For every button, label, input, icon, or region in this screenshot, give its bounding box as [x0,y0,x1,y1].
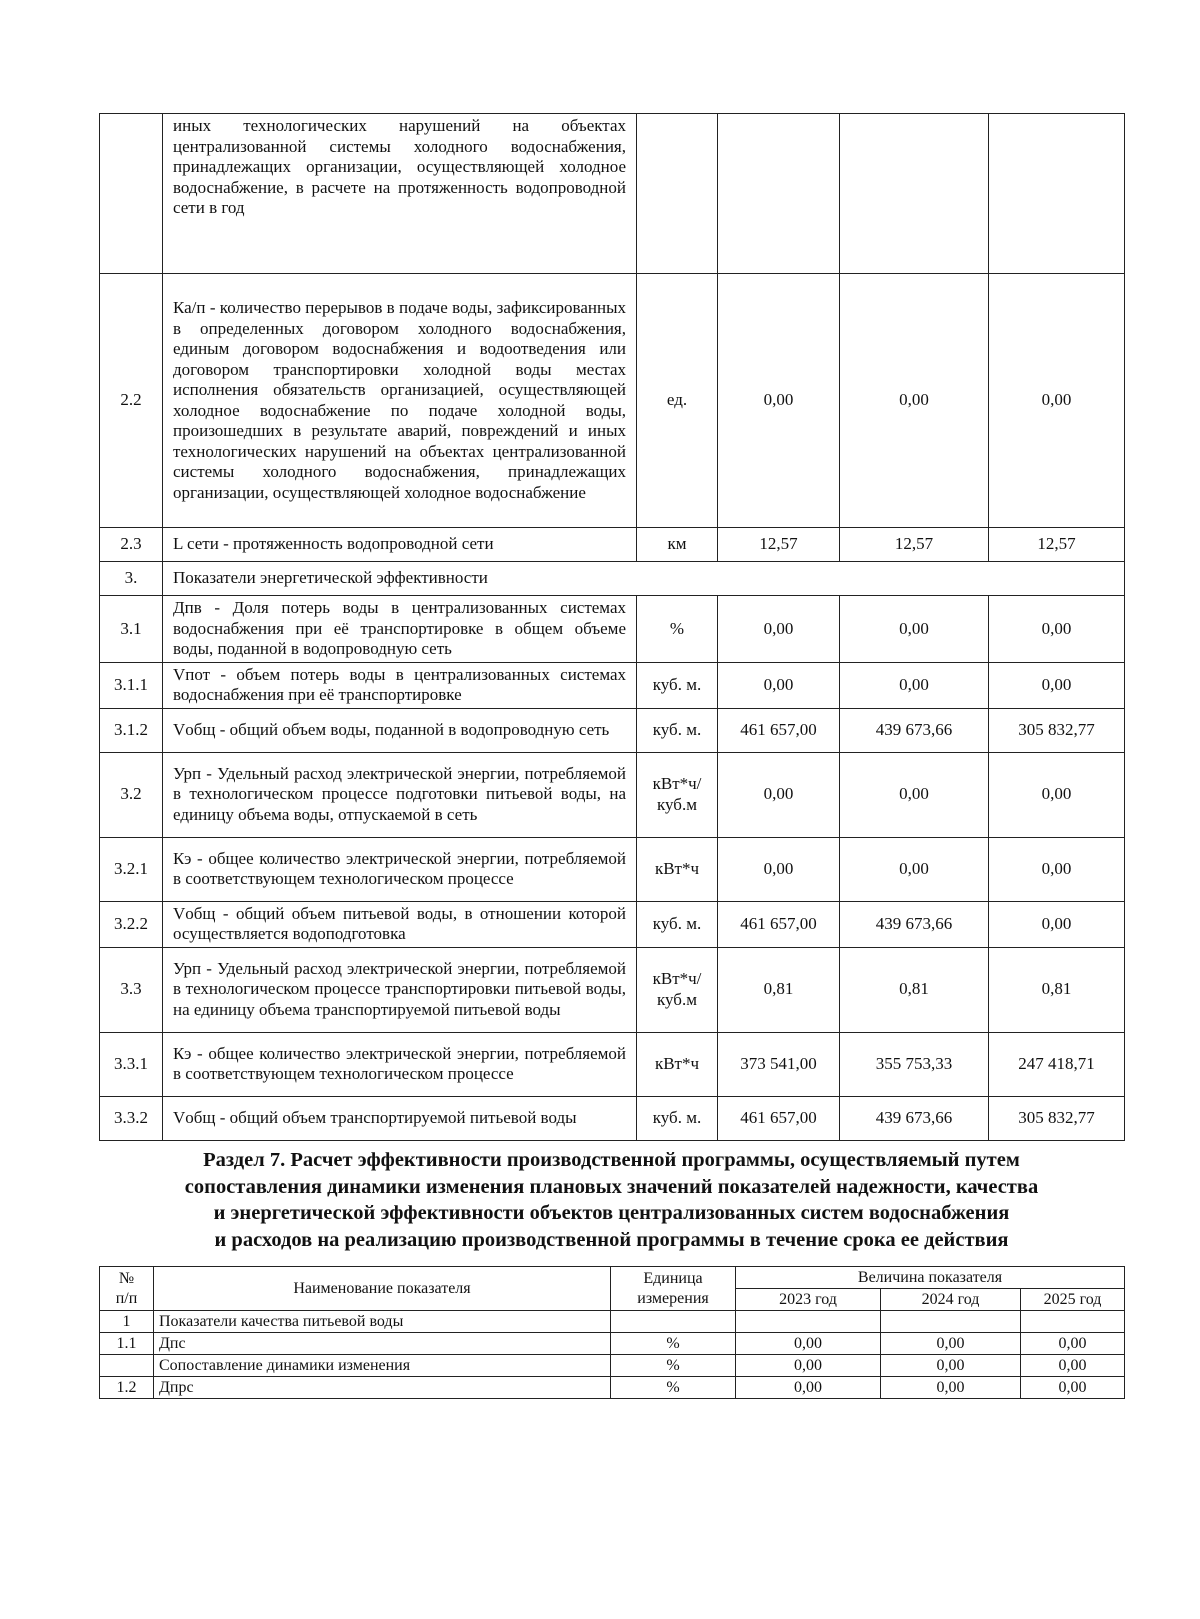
unit-cell: % [611,1377,736,1399]
indicator-description: Ка/п - количество перерывов в подаче воды, зафиксированных в определенных договором холодного водоснабжения, единым договором водоснабжения и водоотведения или договором транспортировки холодной воды местах исполнения обязательств организацией, осуществляющей холодное водоснабжение по подаче холодной воды, произошедших в результате аварий, повреждений и иных технологических нарушений на объектах централизованной системы холодного водоснабжения, принадлежащих организации, осуществляющей холодное водоснабжение [163,274,637,528]
table-row [100,1333,1125,1355]
unit-cell: куб. м. [637,901,718,947]
value-2025: 0,00 [989,596,1125,663]
indicator-description: Дпв - Доля потерь воды в централизованных системах водоснабжения при её транспортировке в общем объеме воды, поданной в водопроводную сеть [163,596,637,663]
value-2023: 0,00 [718,837,840,901]
title-line: и расходов на реализацию производственной программы в течение срока ее действия [214,1228,1009,1251]
value-2024: 0,00 [840,752,989,837]
value-2023: 0,00 [736,1355,881,1377]
header-unit-line1: Единица [643,1269,703,1287]
value-2024: 355 753,33 [840,1032,989,1096]
value-2025: 0,81 [989,947,1125,1032]
indicator-description: Vобщ - общий объем питьевой воды, в отношении которой осуществляется водоподготовка [163,901,637,947]
header-number [100,1267,154,1311]
value-2024: 0,00 [840,662,989,708]
table-row [100,837,1125,901]
table-row [100,1096,1125,1140]
header-number-abbr: п/п [115,1289,138,1307]
value-2025: 305 832,77 [989,708,1125,752]
value-2024: 0,00 [840,837,989,901]
header-year-2024: 2024 год [881,1289,1021,1311]
indicator-description: Урп - Удельный расход электрической энергии, потребляемой в технологическом процессе транспортировки питьевой воды, на единицу объема транспортируемой питьевой воды [163,947,637,1032]
value-2024 [881,1311,1021,1333]
row-number: 3.2 [100,752,163,837]
unit-cell: кВт*ч [637,1032,718,1096]
row-number: 2.2 [100,274,163,528]
value-2023: 0,00 [718,662,840,708]
header-year-2025: 2025 год [1021,1289,1125,1311]
indicators-table [99,113,1125,1141]
row-number [100,114,163,274]
indicator-description: Vпот - объем потерь воды в централизованных системах водоснабжения при её транспортировке [163,662,637,708]
value-2023: 12,57 [718,528,840,562]
header-number-symbol: № [118,1269,135,1287]
indicator-name: Дпрс [154,1377,611,1399]
unit-cell: куб. м. [637,662,718,708]
unit-cell: кВт*ч/ куб.м [637,947,718,1032]
indicator-description: Кэ - общее количество электрической энергии, потребляемой в соответствующем технологическом процессе [163,1032,637,1096]
value-2023: 461 657,00 [718,708,840,752]
indicator-name: Дпс [154,1333,611,1355]
unit-cell: % [637,596,718,663]
header-indicator-name: Наименование показателя [154,1267,611,1311]
row-number: 1.1 [100,1333,154,1355]
value-2025: 305 832,77 [989,1096,1125,1140]
value-2024: 439 673,66 [840,708,989,752]
value-2024: 0,00 [840,274,989,528]
header-value-group: Величина показателя [736,1267,1125,1289]
table-row [100,596,1125,663]
indicator-name: Сопоставление динамики изменения [154,1355,611,1377]
unit-cell: кВт*ч [637,837,718,901]
indicator-name: Показатели качества питьевой воды [154,1311,611,1333]
indicator-description: Vобщ - общий объем воды, поданной в водопроводную сеть [163,708,637,752]
value-2025: 0,00 [989,901,1125,947]
table-row [100,528,1125,562]
table-row [100,274,1125,528]
table-row [100,752,1125,837]
table-row [100,1032,1125,1096]
row-number: 3.3 [100,947,163,1032]
value-2025 [989,114,1125,274]
unit-cell [637,114,718,274]
section-heading: Показатели энергетической эффективности [163,562,1125,596]
unit-cell: км [637,528,718,562]
row-number: 1.2 [100,1377,154,1399]
section-7-title [99,1147,1124,1253]
value-2024 [840,114,989,274]
title-line: сопоставления динамики изменения плановых значений показателей надежности, качества [184,1175,1039,1198]
header-row [100,1267,1125,1289]
unit-cell: % [611,1355,736,1377]
row-number [100,1355,154,1377]
value-2024: 0,00 [881,1333,1021,1355]
value-2025: 0,00 [989,274,1125,528]
table-row [100,114,1125,274]
header-unit-line2: измерения [637,1289,709,1307]
indicator-description: Vобщ - общий объем транспортируемой питьевой воды [163,1096,637,1140]
efficiency-table [99,1266,1125,1399]
value-2025: 0,00 [989,662,1125,708]
value-2025: 0,00 [1021,1377,1125,1399]
table-row [100,708,1125,752]
title-line: Раздел 7. Расчет эффективности производственной программы, осуществляемый путем [203,1149,1020,1171]
value-2024: 12,57 [840,528,989,562]
unit-cell: % [611,1333,736,1355]
row-number: 3.1.1 [100,662,163,708]
value-2023: 0,00 [736,1333,881,1355]
value-2025: 12,57 [989,528,1125,562]
value-2023 [718,114,840,274]
table-row [100,1377,1125,1399]
row-number: 2.3 [100,528,163,562]
unit-cell: куб. м. [637,1096,718,1140]
row-number: 3.2.2 [100,901,163,947]
row-number: 3. [100,562,163,596]
table-row [100,1355,1125,1377]
value-2025: 247 418,71 [989,1032,1125,1096]
value-2023: 461 657,00 [718,1096,840,1140]
row-number: 3.3.1 [100,1032,163,1096]
value-2024: 0,00 [881,1355,1021,1377]
value-2023: 373 541,00 [718,1032,840,1096]
value-2025: 0,00 [989,752,1125,837]
value-2024: 0,81 [840,947,989,1032]
table-row [100,901,1125,947]
unit-cell [611,1311,736,1333]
value-2023: 461 657,00 [718,901,840,947]
row-number: 1 [100,1311,154,1333]
header-unit [611,1267,736,1311]
value-2024: 0,00 [881,1377,1021,1399]
indicator-description: Урп - Удельный расход электрической энергии, потребляемой в технологическом процессе подготовки питьевой воды, на единицу объема воды, отпускаемой в сеть [163,752,637,837]
table-row [100,947,1125,1032]
unit-cell: ед. [637,274,718,528]
value-2023: 0,00 [736,1377,881,1399]
indicator-description: иных технологических нарушений на объектах централизованной системы холодного водоснабжения, принадлежащих организации, осуществляющей холодное водоснабжение, в расчете на протяженность водопроводной сети в год [163,114,637,274]
value-2023 [736,1311,881,1333]
unit-cell: куб. м. [637,708,718,752]
row-number: 3.1.2 [100,708,163,752]
header-year-2023: 2023 год [736,1289,881,1311]
value-2025: 0,00 [1021,1355,1125,1377]
value-2023: 0,00 [718,596,840,663]
value-2025: 0,00 [1021,1333,1125,1355]
section-header-row [100,562,1125,596]
row-number: 3.2.1 [100,837,163,901]
value-2024: 439 673,66 [840,901,989,947]
table-row [100,1311,1125,1333]
value-2025: 0,00 [989,837,1125,901]
table-row [100,662,1125,708]
row-number: 3.3.2 [100,1096,163,1140]
value-2025 [1021,1311,1125,1333]
title-line: и энергетической эффективности объектов централизованных систем водоснабжения [213,1202,1010,1224]
indicator-description: L сети - протяженность водопроводной сети [163,528,637,562]
value-2023: 0,81 [718,947,840,1032]
unit-cell: кВт*ч/ куб.м [637,752,718,837]
value-2024: 439 673,66 [840,1096,989,1140]
indicator-description: Кэ - общее количество электрической энергии, потребляемой в соответствующем технологическом процессе [163,837,637,901]
value-2024: 0,00 [840,596,989,663]
value-2023: 0,00 [718,274,840,528]
row-number: 3.1 [100,596,163,663]
value-2023: 0,00 [718,752,840,837]
